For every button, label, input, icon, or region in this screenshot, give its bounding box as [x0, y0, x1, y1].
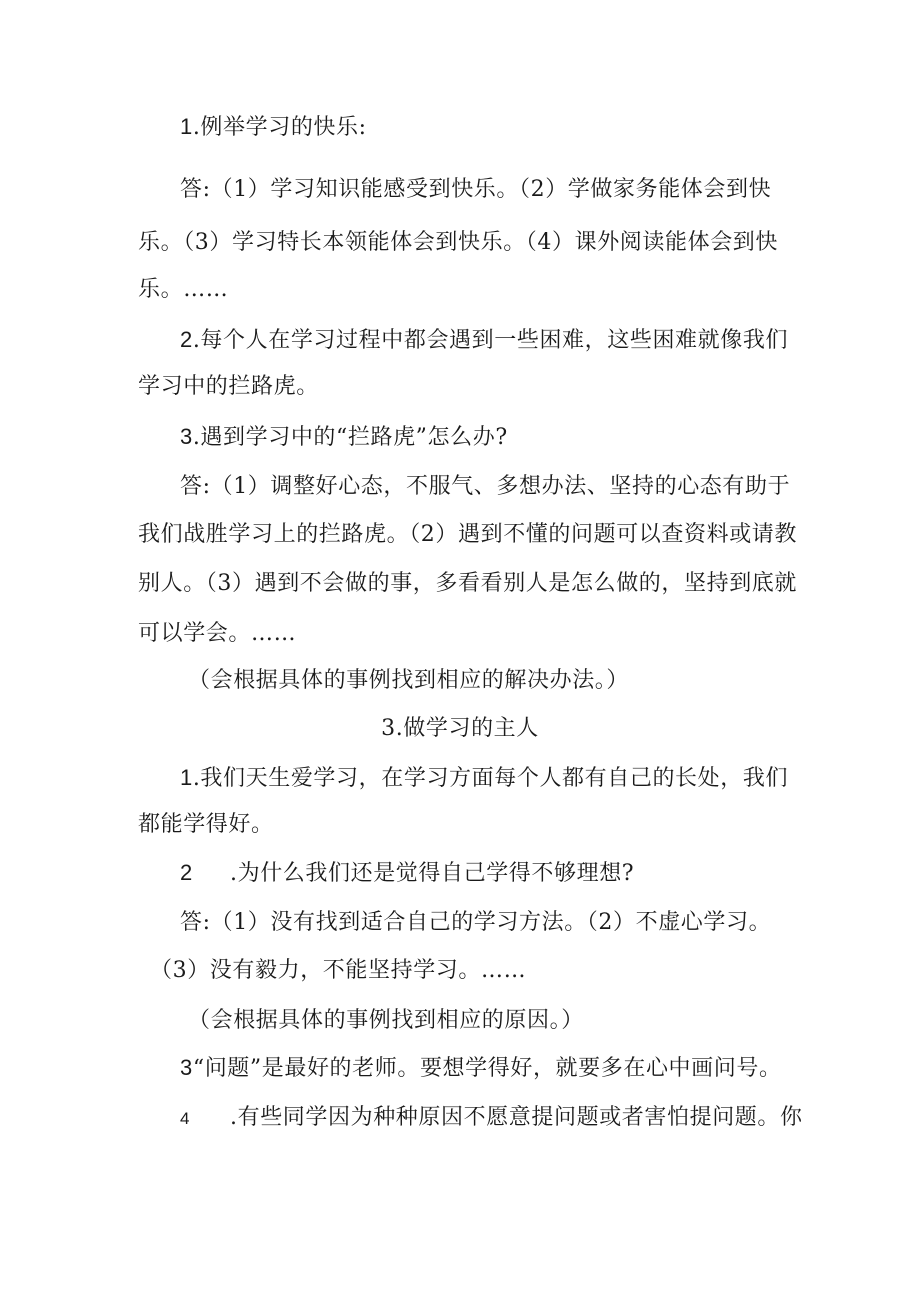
item-text: .每个人在学习过程中都会遇到一些困难，这些困难就像我们 [192, 328, 789, 353]
item-text: .我们天生爱学习，在学习方面每个人都有自己的长处，我们 [192, 766, 789, 791]
item-number: 4 [180, 1109, 191, 1128]
item-number: 3 [180, 1055, 193, 1080]
answer-line: （3）没有毅力，不能坚持学习。…… [150, 958, 527, 983]
item-text: .为什么我们还是觉得自己学得不够理想? [230, 861, 635, 886]
section-3-item-1 [180, 763, 788, 794]
item-number: 2 [180, 860, 193, 885]
section-3-item-4 [180, 1103, 803, 1134]
note: （会根据具体的事例找到相应的解决办法。） [188, 668, 630, 693]
section-title: 3.做学习的主人 [381, 716, 539, 741]
answer-line: 答:（1）调整好心态，不服气、多想办法、坚持的心态有助于 [180, 474, 791, 499]
answer-line: 乐。…… [138, 277, 229, 302]
item-2-text [180, 325, 788, 356]
note: （会根据具体的事例找到相应的原因。） [188, 1008, 584, 1033]
item-number: 2 [180, 327, 193, 352]
section-3-item-3 [180, 1053, 782, 1084]
answer-line: 可以学会。…… [138, 621, 297, 646]
answer-line: 答:（1）没有找到适合自己的学习方法。（2）不虚心学习。 [180, 910, 772, 935]
item-text-continued: 学习中的拦路虎。 [138, 374, 319, 399]
answer-line: 乐。（3）学习特长本领能体会到快乐。（4）课外阅读能体会到快 [138, 230, 778, 255]
item-text: .例举学习的快乐: [192, 115, 367, 140]
item-text: “问题”是最好的老师。要想学得好，就要多在心中画问号。 [192, 1056, 782, 1081]
item-text: .遇到学习中的“拦路虎”怎么办? [192, 425, 508, 450]
section-3-item-2 [180, 858, 634, 889]
answer-line: 别人。（3）遇到不会做的事，多看看别人是怎么做的，坚持到底就 [138, 571, 797, 596]
item-number: 1 [180, 765, 193, 790]
item-text-continued: 都能学得好。 [138, 812, 274, 837]
answer-line: 答:（1）学习知识能感受到快乐。（2）学做家务能体会到快 [180, 177, 772, 202]
answer-line: 我们战胜学习上的拦路虎。（2）遇到不懂的问题可以查资料或请教 [138, 522, 797, 547]
item-3-heading [180, 422, 508, 453]
item-number: 3 [180, 424, 193, 449]
item-1-heading [180, 112, 367, 143]
item-number: 1 [180, 114, 193, 139]
item-text: .有些同学因为种种原因不愿意提问题或者害怕提问题。你 [230, 1105, 803, 1130]
